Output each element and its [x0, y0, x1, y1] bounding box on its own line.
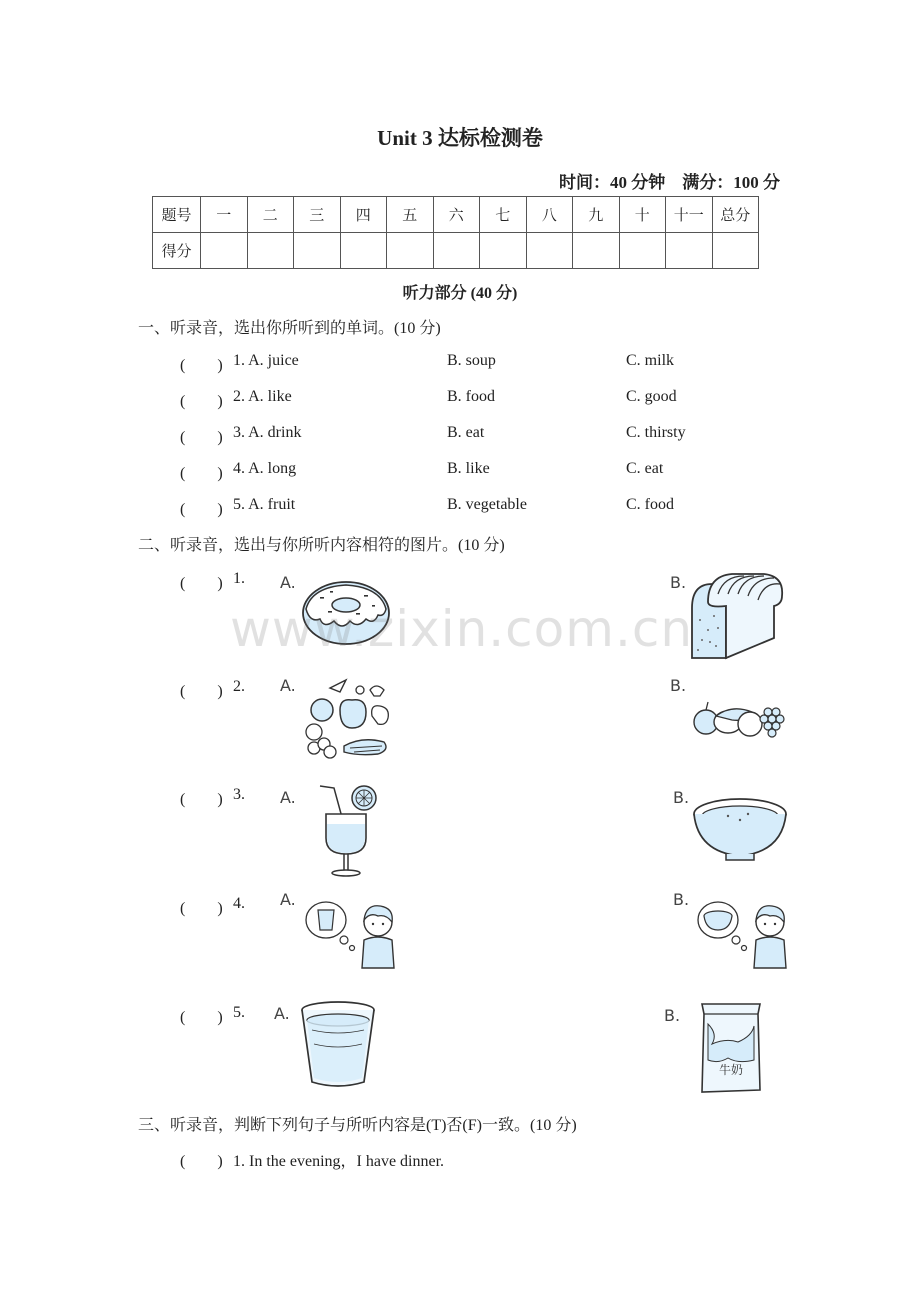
- question-number: 3.: [233, 786, 245, 803]
- header-cell: 三: [294, 197, 341, 233]
- header-cell: 十: [619, 197, 666, 233]
- section2-heading: 二、听录音，选出与你所听内容相符的图片。(10 分): [138, 537, 505, 554]
- boy-thinking-soup-icon: [692, 898, 788, 970]
- score-cell[interactable]: [201, 233, 248, 269]
- option-c: C. eat: [626, 460, 664, 477]
- choice-b-label: B.: [664, 1006, 681, 1025]
- answer-paren[interactable]: ( ): [180, 357, 223, 374]
- answer-paren[interactable]: ( ): [180, 465, 223, 482]
- score-cell[interactable]: [387, 233, 434, 269]
- fruits-icon: [692, 698, 784, 740]
- header-cell: 五: [387, 197, 434, 233]
- bread-icon: [688, 572, 786, 662]
- score-table-header-row: [153, 197, 759, 233]
- option-c: C. good: [626, 388, 677, 405]
- score-table-score-row: [153, 233, 759, 269]
- header-cell: 四: [340, 197, 387, 233]
- option-c: C. milk: [626, 352, 675, 369]
- choice-a-label: A.: [280, 890, 296, 909]
- choice-b-label: B.: [670, 573, 687, 592]
- score-cell[interactable]: [433, 233, 480, 269]
- answer-paren[interactable]: ( ): [180, 683, 223, 700]
- option-a: 5. A. fruit: [233, 496, 296, 513]
- option-a: 2. A. like: [233, 388, 292, 405]
- option-a: 1. A. juice: [233, 352, 299, 369]
- water-glass-icon: [298, 1000, 378, 1088]
- boy-thinking-drink-icon: [300, 898, 396, 970]
- answer-paren[interactable]: ( ): [180, 575, 223, 592]
- header-cell: 六: [433, 197, 480, 233]
- option-a: 3. A. drink: [233, 424, 302, 441]
- milk-bag-label: 牛奶: [718, 1063, 744, 1077]
- option-b: B. vegetable: [447, 496, 527, 513]
- score-table: [152, 196, 759, 269]
- choice-a-label: A.: [280, 788, 296, 807]
- score-cell[interactable]: [619, 233, 666, 269]
- score-cell[interactable]: [573, 233, 620, 269]
- option-b: B. like: [447, 460, 490, 477]
- page-title: Unit 3 达标检测卷: [377, 126, 543, 150]
- choice-a-label: A.: [274, 1004, 290, 1023]
- header-cell: 题号: [153, 197, 201, 233]
- statement-text: 1. In the evening，I have dinner.: [233, 1153, 445, 1170]
- section1-heading: 一、听录音，选出你所听到的单词。(10 分): [138, 320, 441, 337]
- question-number: 2.: [233, 678, 245, 695]
- score-cell[interactable]: [712, 233, 759, 269]
- option-b: B. food: [447, 388, 495, 405]
- choice-b-label: B.: [670, 676, 687, 695]
- header-cell: 九: [573, 197, 620, 233]
- header-cell: 八: [526, 197, 573, 233]
- option-c: C. thirsty: [626, 424, 686, 441]
- score-cell[interactable]: [480, 233, 527, 269]
- answer-paren[interactable]: ( ): [180, 1009, 223, 1026]
- milk-bag-icon: [698, 1000, 764, 1096]
- header-cell: 十一: [666, 197, 713, 233]
- soup-bowl-icon: [692, 796, 788, 862]
- question-number: 4.: [233, 895, 245, 912]
- option-a: 4. A. long: [233, 460, 297, 477]
- option-b: B. eat: [447, 424, 485, 441]
- listening-heading: 听力部分 (40 分): [402, 285, 518, 302]
- choice-a-label: A.: [280, 676, 296, 695]
- answer-paren[interactable]: ( ): [180, 1153, 223, 1170]
- watermark: www.zixin.com.cn: [230, 600, 694, 658]
- score-row-label: 得分: [153, 233, 201, 269]
- juice-glass-icon: [316, 784, 382, 878]
- score-cell[interactable]: [247, 233, 294, 269]
- option-b: B. soup: [447, 352, 496, 369]
- score-cell[interactable]: [294, 233, 341, 269]
- choice-b-label: B.: [673, 788, 690, 807]
- answer-paren[interactable]: ( ): [180, 393, 223, 410]
- choice-b-label: B.: [673, 890, 690, 909]
- header-cell: 一: [201, 197, 248, 233]
- section3-heading: 三、听录音，判断下列句子与所听内容是(T)否(F)一致。(10 分): [138, 1117, 577, 1134]
- exam-meta: 时间：40 分钟 满分：100 分: [559, 173, 780, 192]
- score-cell[interactable]: [526, 233, 573, 269]
- choice-a-label: A.: [280, 573, 296, 592]
- vegetables-icon: [300, 670, 398, 766]
- header-cell: 二: [247, 197, 294, 233]
- header-cell: 七: [480, 197, 527, 233]
- answer-paren[interactable]: ( ): [180, 429, 223, 446]
- option-c: C. food: [626, 496, 674, 513]
- header-cell: 总分: [712, 197, 759, 233]
- score-cell[interactable]: [340, 233, 387, 269]
- answer-paren[interactable]: ( ): [180, 791, 223, 808]
- answer-paren[interactable]: ( ): [180, 900, 223, 917]
- answer-paren[interactable]: ( ): [180, 501, 223, 518]
- question-number: 5.: [233, 1004, 245, 1021]
- question-number: 1.: [233, 570, 245, 587]
- score-cell[interactable]: [666, 233, 713, 269]
